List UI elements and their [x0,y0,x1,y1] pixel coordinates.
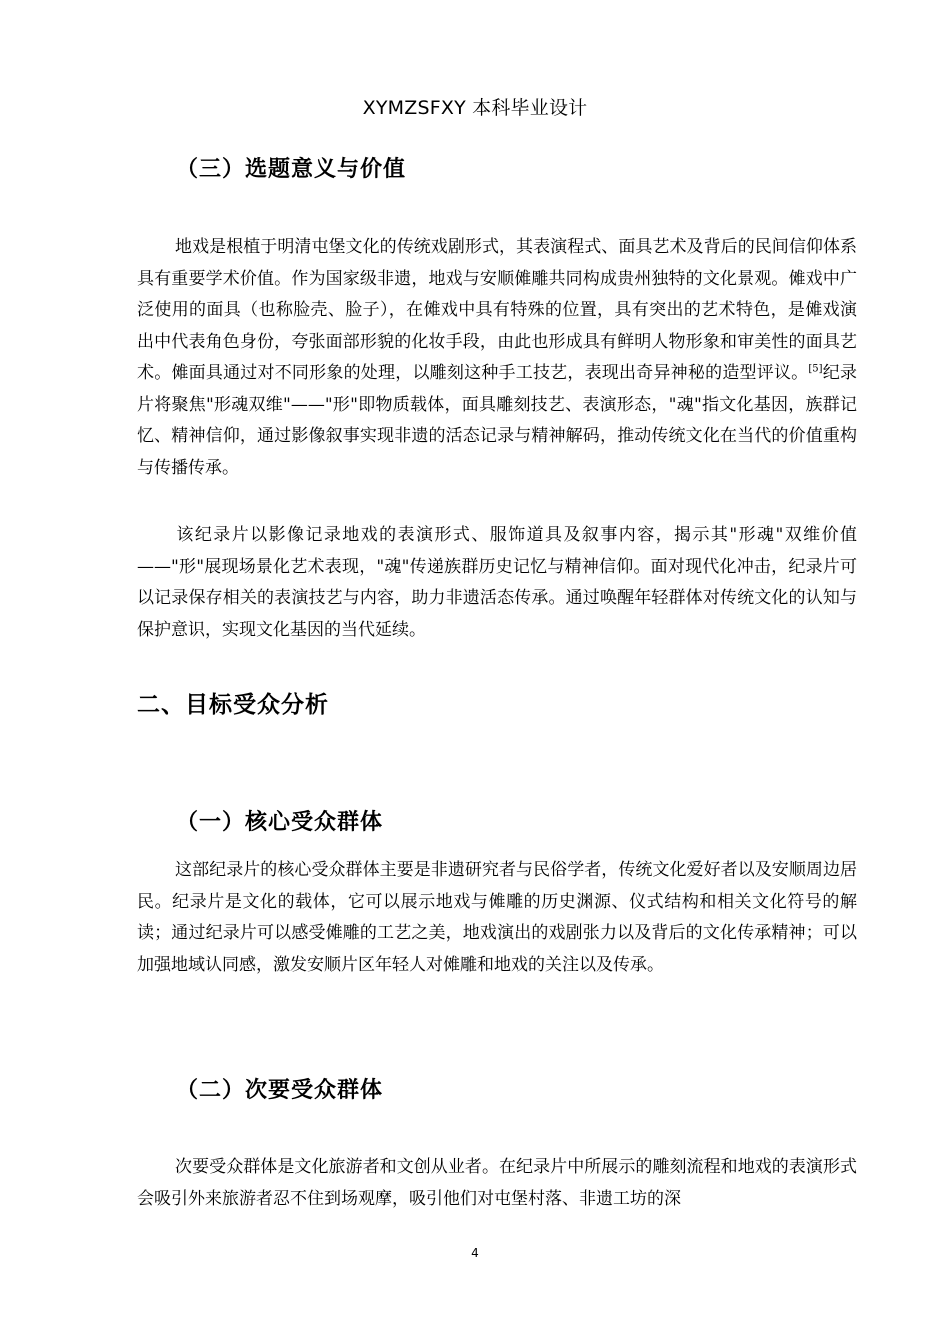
section-heading-core-audience: （一）核心受众群体 [176,810,384,835]
paragraph-text: 这部纪录片的核心受众群体主要是非遗研究者与民俗学者，传统文化爱好者以及安顺周边居民。纪录片是文化的载体，它可以展示地戏与傩雕的历史渊源、仪式结构和相关文化符号的解读；通过纪录片可以感受傩雕的工艺之美，地戏演出的戏剧张力以及背后的文化传承精神；可以加强地域认同感，激发安顺片区年轻人对傩雕和地戏的关注以及传承。 [137,860,857,975]
paragraph-text: 次要受众群体是文化旅游者和文创从业者。在纪录片中所展示的雕刻流程和地戏的表演形式会吸引外来旅游者忍不住到场观摩，吸引他们对屯堡村落、非遗工坊的深 [137,1157,857,1209]
paragraph-core-audience [137,855,857,981]
paragraph-significance-2 [137,520,857,646]
section-heading-significance: （三）选题意义与价值 [176,157,407,182]
paragraph-significance-1 [137,232,857,484]
paragraph-text: 该纪录片以影像记录地戏的表演形式、服饰道具及叙事内容，揭示其"形魂"双维价值——"形"展现场景化艺术表现，"魂"传递族群历史记忆与精神信仰。面对现代化冲击，纪录片可以记录保存相关的表演技艺与内容，助力非遗活态传承。通过唤醒年轻群体对传统文化的认知与保护意识，实现文化基因的当代延续。 [137,525,857,640]
page-header: XYMZSFXY 本科毕业设计 [362,97,588,119]
paragraph-text: 地戏是根植于明清屯堡文化的传统戏剧形式，其表演程式、面具艺术及背后的民间信仰体系具有重要学术价值。作为国家级非遗，地戏与安顺傩雕共同构成贵州独特的文化景观。傩戏中广泛使用的面具（也称脸壳、脸子），在傩戏中具有特殊的位置，具有突出的艺术特色，是傩戏演出中代表角色身份，夸张面部形貌的化妆手段，由此也形成具有鲜明人物形象和审美性的面具艺术。傩面具通过对不同形象的处理，以雕刻这种手工技艺，表现出奇异神秘的造型评议。 [137,237,857,383]
chapter-heading-audience: 二、目标受众分析 [137,692,329,718]
paragraph-secondary-audience [137,1152,857,1215]
paragraph-text: 纪录片将聚焦"形魂双维"——"形"即物质载体，面具雕刻技艺、表演形态，"魂"指文化基因，族群记忆、精神信仰，通过影像叙事实现非遗的活态记录与精神解码，推动传统文化在当代的价值重构与传播传承。 [137,363,858,478]
citation-ref: [5] [808,363,823,375]
page-number: 4 [471,1246,479,1260]
section-heading-secondary-audience: （二）次要受众群体 [176,1078,384,1103]
